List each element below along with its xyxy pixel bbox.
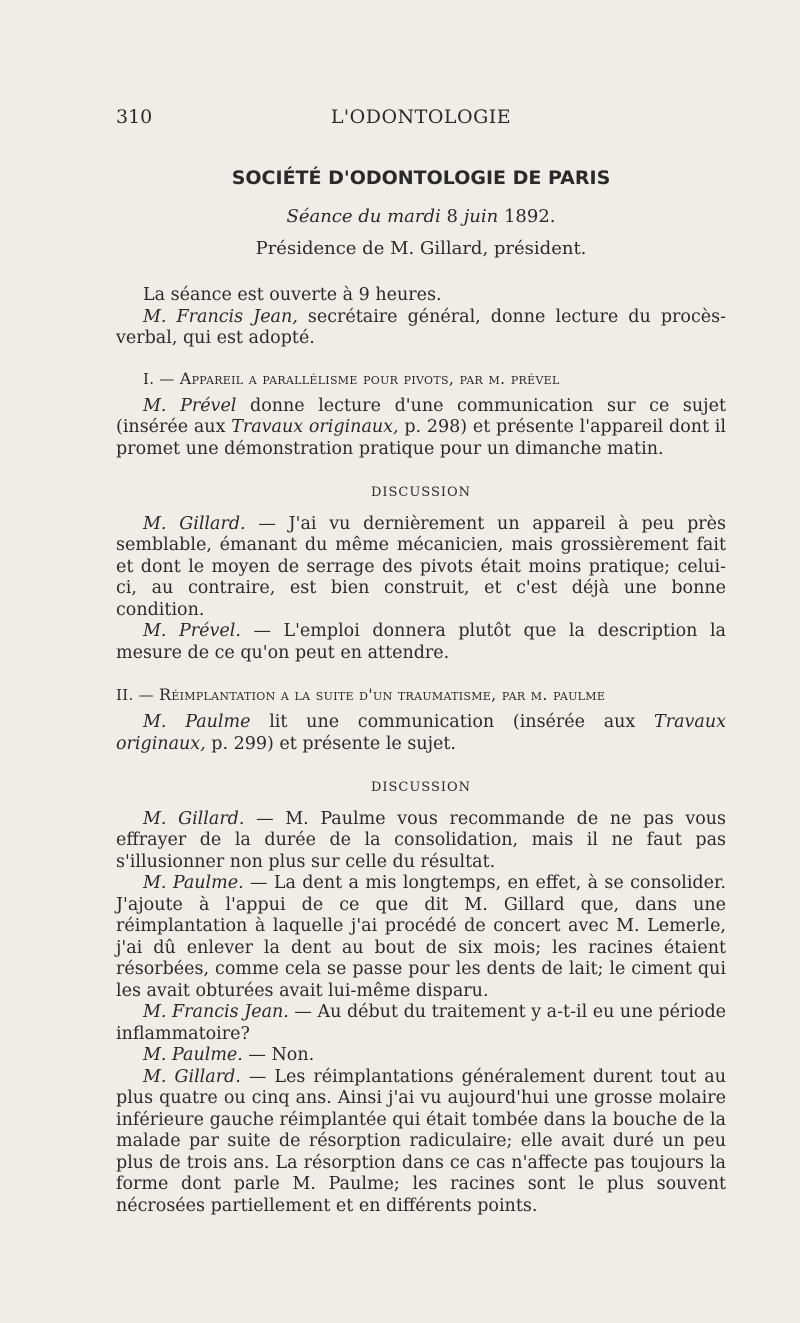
- section-1-intro: M. Prével donne lecture d'une communication sur ce sujet (insérée aux Travaux originaux, p. 298) et présente l'appareil dont il promet une démonstration pratique pour un dimanche matin.: [116, 395, 727, 459]
- speaker-name: M. Gillard.: [143, 1066, 241, 1087]
- speaker-name: M. Prével.: [143, 621, 241, 641]
- discussion-heading-2: DISCUSSION: [370, 780, 472, 795]
- discussion-paragraph: M. Gillard. — M. Paulme vous recommande de ne pas vous effrayer de la durée de la consolidation, mais il ne faut pas s'illusionner non plus sur celle du résultat.: [116, 808, 726, 872]
- article-body: [116, 166, 726, 1217]
- running-title: L'ODONTOLOGIE: [330, 106, 512, 128]
- discussion-heading-1: DISCUSSION: [370, 485, 472, 500]
- speaker-name: M. Paulme: [143, 712, 251, 732]
- discussion-paragraph: M. Gillard. — Les réimplantations généralement durent tout au plus quatre ou cinq ans. Ainsi j'ai vu aujourd'hui une grosse molaire inférieure gauche réimplantée qui était tombée dans la bouche de la malade par suite de résorption radiculaire; elle avait duré un peu plus de trois ans. La résorption dans ce cas n'affecte pas toujours la forme dont parle M. Paulme; les racines sont le plus souvent nécrosées partiellement et en différents points.: [116, 1066, 726, 1216]
- minutes-paragraph: M. Francis Jean, secrétaire général, donne lecture du procès-verbal, qui est adopté.: [116, 306, 726, 348]
- session-month: juin: [463, 206, 499, 227]
- session-line: [116, 206, 726, 228]
- discussion-paragraph: M. Gillard. — J'ai vu dernièrement un appareil à peu près semblable, émanant du même mécanicien, mais grossièrement fait et dont le moyen de serrage des pivots était moins pratique; celui-ci, au contraire, est bien construit, et c'est déjà une bonne condition.: [116, 513, 726, 620]
- speaker-name: M. Prével: [143, 395, 237, 416]
- discussion-paragraph: M. Paulme. — La dent a mis longtemps, en effet, à se consolider. J'ajoute à l'appui de ce que dit M. Gillard que, dans une réimplantation à laquelle j'ai procédé de concert avec M. Lemerle, j'ai dû enlever la dent au bout de six mois; les racines étaient résorbées, comme cela se passe pour les dents de lait; le ciment qui les avait obturées avait lui-même disparu.: [116, 873, 726, 1001]
- speaker-name: M. Gillard.: [143, 513, 246, 534]
- speaker-name: M. Paulme.: [143, 1045, 243, 1065]
- speaker-name: M. Paulme.: [143, 873, 244, 893]
- discussion-paragraph: M. Francis Jean. — Au début du traitement y a-t-il eu une période inflammatoire?: [116, 1002, 727, 1044]
- section-heading-2: II. — Réimplantation a la suite d'un traumatisme, par m. paulme: [116, 685, 606, 704]
- session-prefix: Séance du mardi: [286, 206, 441, 227]
- session-day: 8: [446, 206, 458, 227]
- speaker-name: M. Francis Jean.: [143, 1002, 289, 1022]
- discussion-paragraph: M. Prével. — L'emploi donnera plutôt que la description la mesure de ce qu'on peut en attendre.: [116, 621, 726, 663]
- session-year: 1892.: [503, 206, 556, 227]
- presidency-line: Présidence de M. Gillard, président.: [255, 237, 587, 259]
- section-2-intro: M. Paulme lit une communication (insérée aux Travaux originaux, p. 299) et présente le sujet.: [116, 712, 726, 754]
- discussion-paragraph: M. Paulme. — Non.: [143, 1045, 315, 1065]
- page-number: 310: [116, 106, 153, 128]
- section-heading-1: I. — Appareil a parallélisme pour pivots, par m. prével: [143, 368, 560, 388]
- running-header: [116, 106, 726, 136]
- speaker-name: M. Gillard.: [143, 808, 245, 829]
- society-title: SOCIÉTÉ D'ODONTOLOGIE DE PARIS: [231, 167, 611, 189]
- opening-paragraph: La séance est ouverte à 9 heures.: [143, 285, 442, 305]
- speaker-name: M. Francis Jean,: [143, 306, 298, 327]
